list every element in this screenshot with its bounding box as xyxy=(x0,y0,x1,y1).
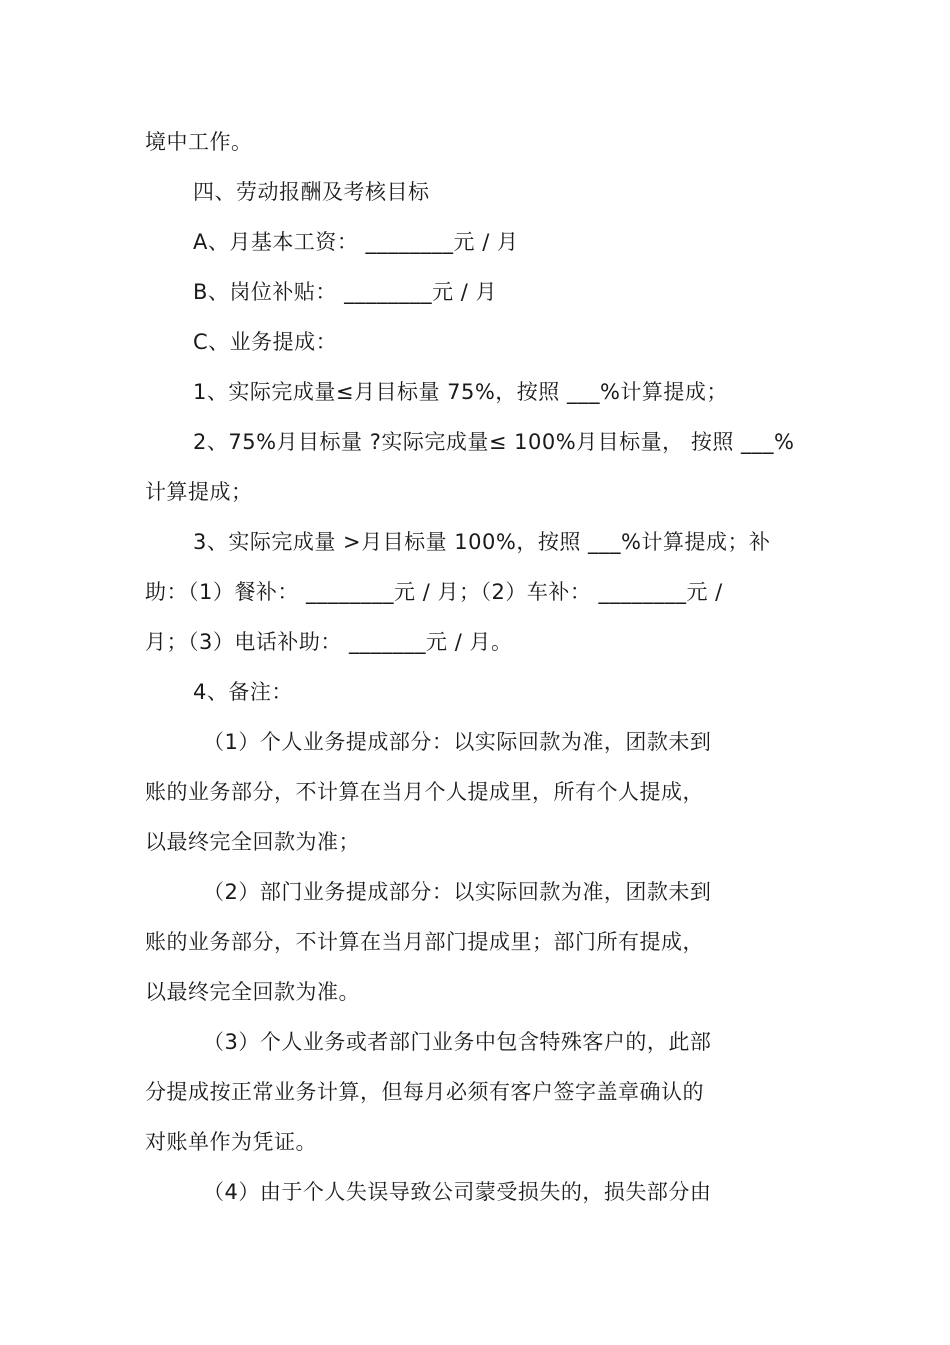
text-line: 账的业务部分，不计算在当月部门提成里；部门所有提成， xyxy=(145,930,704,954)
text-line: 1、实际完成量≤月目标量 75%，按照 ___%计算提成； xyxy=(193,380,728,404)
text-line: C、业务提成： xyxy=(193,330,338,354)
text-line: 2、75%月目标量 ?实际完成量≤ 100%月目标量， 按照 ___% xyxy=(193,430,795,454)
text-line: （2）部门业务提成部分：以实际回款为准，团款未到 xyxy=(203,880,712,904)
text-line: 4、备注： xyxy=(193,680,293,704)
text-line: 助：（1）餐补： ________元 / 月；（2）车补： ________元 / xyxy=(145,580,723,604)
text-line: 境中工作。 xyxy=(145,130,253,154)
text-line: （3）个人业务或者部门业务中包含特殊客户的，此部 xyxy=(203,1030,712,1054)
text-line: B、岗位补贴： ________元 / 月 xyxy=(193,280,498,304)
text-line: 账的业务部分，不计算在当月个人提成里，所有个人提成， xyxy=(145,780,704,804)
text-line: A、月基本工资： ________元 / 月 xyxy=(193,230,519,254)
text-line: 对账单作为凭证。 xyxy=(145,1130,317,1154)
text-line: 以最终完全回款为准； xyxy=(145,830,360,854)
text-line: 月；（3）电话补助： _______元 / 月。 xyxy=(145,630,513,654)
section-heading: 四、劳动报酬及考核目标 xyxy=(193,180,430,204)
text-line: （4）由于个人失误导致公司蒙受损失的，损失部分由 xyxy=(203,1180,712,1204)
text-line: 分提成按正常业务计算，但每月必须有客户签字盖章确认的 xyxy=(145,1080,704,1104)
text-line: 以最终完全回款为准。 xyxy=(145,980,360,1004)
text-line: 3、实际完成量 >月目标量 100%，按照 ___%计算提成；补 xyxy=(193,530,771,554)
text-line: （1）个人业务提成部分：以实际回款为准，团款未到 xyxy=(203,730,712,754)
text-line: 计算提成； xyxy=(145,480,253,504)
